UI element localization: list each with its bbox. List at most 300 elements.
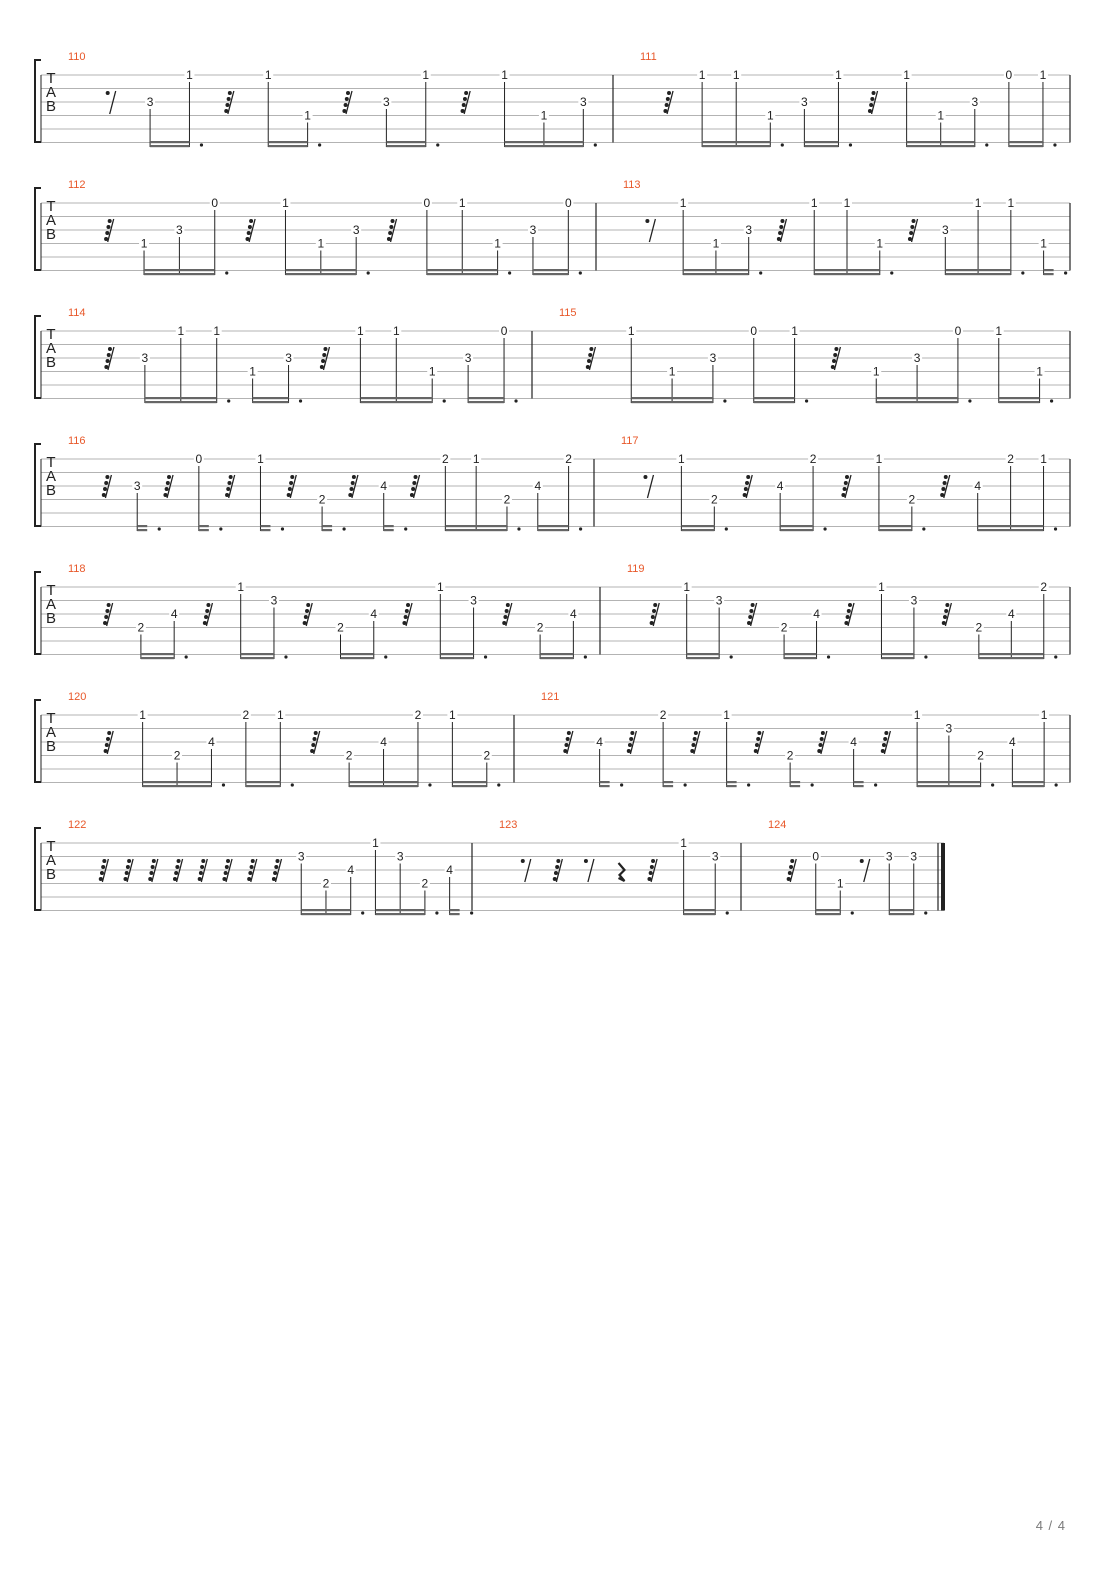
dot (318, 143, 321, 146)
fret-number: 1 (282, 196, 289, 210)
tab-clef-letter: T (46, 710, 56, 727)
dot (517, 527, 520, 530)
note-beam (384, 529, 394, 531)
note-beam (790, 781, 800, 783)
fret-number: 3 (715, 593, 723, 608)
fret-number: 1 (372, 836, 379, 850)
note-beam (876, 401, 958, 403)
note-beam (143, 781, 212, 783)
dot (579, 527, 582, 530)
sixteenth-rest (387, 219, 397, 242)
fret-number: 4 (347, 863, 355, 877)
fret-number: 3 (464, 351, 472, 365)
note-beam (322, 525, 332, 527)
sixteenth-rest (754, 731, 764, 754)
dot (805, 399, 808, 402)
sixteenth-rest (124, 859, 134, 882)
note-beam (375, 913, 424, 915)
dot (361, 911, 364, 914)
dot (991, 783, 994, 786)
fret-number: 3 (945, 721, 953, 736)
measure-number: 112 (68, 179, 86, 191)
note-beam (246, 785, 280, 787)
fret-number: 3 (910, 849, 918, 864)
note-beam (468, 401, 504, 403)
fret-number: 4 (446, 863, 453, 877)
fret-number: 1 (237, 580, 245, 594)
note-beam (999, 397, 1040, 399)
note-beam (889, 909, 914, 911)
dot (219, 527, 222, 530)
dot (747, 783, 750, 786)
note-beam (253, 397, 289, 399)
fret-number: 2 (659, 708, 667, 722)
fret-number: 1 (428, 364, 436, 379)
tab-clef-letter: T (46, 70, 56, 87)
note-beam (145, 401, 217, 403)
sixteenth-rest (342, 91, 352, 114)
eighth-rest (106, 91, 116, 114)
note-beam (979, 657, 1044, 659)
note-beam (150, 145, 189, 147)
system-bracket (35, 316, 41, 398)
note-beam (780, 525, 813, 527)
note-beam (945, 269, 1011, 271)
fret-number: 1 (678, 452, 685, 466)
dot (620, 783, 623, 786)
note-beam (1012, 781, 1044, 783)
note-beam (854, 785, 864, 787)
fret-number: 1 (836, 876, 844, 891)
fret-number: 4 (534, 479, 542, 493)
note-beam (285, 273, 356, 275)
fret-number: 1 (264, 68, 272, 82)
measure-number: 120 (68, 691, 87, 703)
fret-number: 1 (1040, 236, 1047, 251)
fret-number: 3 (709, 351, 717, 365)
sixteenth-rest (787, 859, 797, 882)
fret-number: 3 (470, 593, 477, 608)
dot (158, 527, 161, 530)
sixteenth-rest (198, 859, 208, 882)
note-beam (253, 401, 289, 403)
fret-number: 1 (627, 324, 635, 338)
fret-number: 1 (249, 364, 256, 379)
fret-number: 1 (357, 324, 364, 338)
sixteenth-rest (272, 859, 282, 882)
sixteenth-rest (103, 603, 113, 626)
note-beam (533, 273, 568, 275)
measure-number: 124 (768, 819, 787, 831)
final-barline-thick (941, 843, 945, 911)
note-beam (452, 781, 486, 783)
note-beam (450, 909, 460, 911)
note-beam (241, 653, 274, 655)
fret-number: 1 (875, 452, 883, 466)
page-number: 4 / 4 (1035, 1518, 1066, 1533)
note-beam (600, 785, 610, 787)
eighth-rest (584, 859, 594, 882)
tab-clef-letter: B (45, 866, 57, 883)
note-beam (285, 269, 356, 271)
fret-number: 4 (850, 735, 857, 749)
note-beam (684, 913, 716, 915)
sixteenth-rest (303, 603, 313, 626)
note-beam (1009, 141, 1043, 143)
fret-number: 1 (139, 708, 146, 722)
tab-clef-letter: B (45, 354, 57, 371)
note-beam (702, 145, 770, 147)
fret-number: 1 (392, 324, 400, 338)
measure-number: 121 (541, 691, 560, 703)
sixteenth-rest (148, 859, 158, 882)
dot (367, 271, 370, 274)
fret-number: 1 (501, 68, 508, 82)
dot (200, 143, 203, 146)
fret-number: 2 (908, 492, 916, 507)
note-beam (360, 401, 432, 403)
sixteenth-rest (831, 347, 841, 370)
dot (579, 271, 582, 274)
note-beam (683, 273, 749, 275)
dot (1054, 655, 1057, 658)
note-beam (790, 785, 800, 787)
note-beam (889, 913, 914, 915)
system-bracket (35, 828, 41, 910)
dot (890, 271, 893, 274)
note-beam (881, 657, 913, 659)
fret-number: 1 (213, 324, 221, 338)
dot (470, 911, 473, 914)
fret-number: 1 (1040, 708, 1048, 722)
note-beam (137, 525, 147, 527)
fret-number: 0 (954, 324, 962, 338)
eighth-rest (860, 859, 870, 882)
note-beam (301, 913, 350, 915)
dot (849, 143, 852, 146)
note-beam (999, 401, 1040, 403)
fret-number: 2 (565, 452, 572, 466)
sixteenth-rest (320, 347, 330, 370)
measure-number: 122 (68, 819, 87, 831)
note-beam (145, 397, 217, 399)
sixteenth-rest (502, 603, 512, 626)
fret-number: 1 (679, 196, 687, 210)
fret-number: 1 (458, 196, 466, 210)
fret-number: 2 (536, 620, 544, 635)
sixteenth-rest (225, 475, 235, 498)
tab-clef-letter: T (46, 326, 56, 343)
sixteenth-rest (310, 731, 320, 754)
fret-number: 1 (540, 108, 548, 123)
fret-number: 3 (529, 223, 537, 237)
fret-number: 2 (345, 748, 353, 763)
note-beam (360, 397, 432, 399)
eighth-rest (645, 219, 655, 242)
fret-number: 1 (732, 68, 740, 82)
dot (1053, 143, 1056, 146)
note-beam (663, 781, 673, 783)
note-beam (440, 657, 473, 659)
note-beam (754, 401, 795, 403)
sixteenth-rest (743, 475, 753, 498)
fret-number: 3 (579, 95, 587, 109)
note-beam (349, 785, 418, 787)
dot (584, 655, 587, 658)
fret-number: 1 (876, 236, 884, 251)
dot (781, 143, 784, 146)
fret-number: 1 (913, 708, 921, 722)
fret-number: 1 (1036, 364, 1043, 379)
tab-clef-letter: B (45, 482, 57, 499)
dot (874, 783, 877, 786)
dot (225, 271, 228, 274)
fret-number: 1 (698, 68, 706, 82)
system-bracket (35, 444, 41, 526)
dot (514, 399, 517, 402)
fret-number: 4 (170, 607, 178, 621)
note-beam (440, 653, 473, 655)
tab-clef-letter: A (45, 596, 57, 613)
fret-number: 0 (1005, 68, 1013, 82)
dot (1050, 399, 1053, 402)
note-beam (681, 529, 714, 531)
note-beam (681, 525, 714, 527)
note-beam (427, 273, 498, 275)
tab-clef-letter: T (46, 582, 56, 599)
sixteenth-rest (942, 603, 952, 626)
fret-number: 2 (975, 620, 983, 635)
note-beam (907, 141, 975, 143)
dot (508, 271, 511, 274)
sixteenth-rest (224, 91, 234, 114)
fret-number: 3 (383, 95, 390, 109)
fret-number: 1 (766, 108, 774, 123)
fret-number: 1 (449, 708, 456, 722)
sixteenth-rest (104, 731, 114, 754)
note-beam (301, 909, 350, 911)
note-beam (260, 529, 270, 531)
fret-number: 3 (801, 95, 808, 109)
fret-number: 4 (813, 607, 820, 621)
dot (227, 399, 230, 402)
note-beam (533, 269, 568, 271)
note-beam (427, 269, 498, 271)
dot (497, 783, 500, 786)
note-beam (386, 145, 425, 147)
sixteenth-rest (868, 91, 878, 114)
note-beam (784, 653, 816, 655)
eighth-rest (643, 475, 653, 498)
note-beam (600, 781, 610, 783)
eighth-rest (521, 859, 531, 882)
note-beam (684, 909, 716, 911)
fret-number: 1 (177, 324, 185, 338)
dot (924, 655, 927, 658)
fret-number: 1 (257, 452, 264, 466)
fret-number: 2 (1007, 452, 1014, 466)
fret-number: 1 (472, 452, 480, 466)
note-beam (687, 653, 719, 655)
note-beam (199, 525, 209, 527)
sixteenth-rest (940, 475, 950, 498)
note-beam (907, 145, 975, 147)
tab-clef-letter: A (45, 212, 57, 229)
fret-number: 2 (786, 748, 794, 763)
fret-number: 2 (322, 876, 330, 891)
note-beam (879, 529, 912, 531)
sixteenth-rest (163, 475, 173, 498)
note-beam (804, 141, 838, 143)
note-beam (268, 145, 307, 147)
fret-number: 3 (176, 223, 183, 237)
dot (384, 655, 387, 658)
fret-number: 2 (1040, 580, 1048, 594)
dot (730, 655, 733, 658)
fret-number: 2 (483, 748, 491, 763)
fret-number: 1 (317, 236, 325, 251)
note-beam (452, 785, 486, 787)
measure-number: 110 (68, 51, 86, 63)
fret-number: 2 (318, 492, 326, 507)
tab-clef-letter: A (45, 84, 57, 101)
note-beam (727, 785, 737, 787)
fret-number: 2 (337, 620, 344, 635)
sixteenth-rest (203, 603, 213, 626)
fret-number: 1 (937, 108, 945, 123)
system-bracket (35, 572, 41, 654)
fret-number: 4 (208, 735, 215, 749)
fret-number: 2 (414, 708, 422, 722)
note-beam (268, 141, 307, 143)
sixteenth-rest (663, 91, 673, 114)
sixteenth-rest (461, 91, 471, 114)
fret-number: 4 (596, 735, 603, 749)
note-beam (141, 657, 174, 659)
fret-number: 2 (503, 492, 511, 507)
fret-number: 3 (745, 223, 753, 237)
dot (404, 527, 407, 530)
note-beam (468, 397, 504, 399)
fret-number: 1 (995, 324, 1003, 338)
sixteenth-rest (690, 731, 700, 754)
dot (1021, 271, 1024, 274)
fret-number: 1 (712, 236, 720, 251)
fret-number: 0 (564, 196, 572, 210)
fret-number: 1 (810, 196, 818, 210)
fret-number: 3 (270, 593, 278, 608)
sixteenth-rest (287, 475, 297, 498)
note-beam (816, 913, 841, 915)
note-beam (199, 529, 209, 531)
note-beam (143, 785, 212, 787)
fret-number: 3 (297, 849, 305, 864)
note-beam (754, 397, 795, 399)
sixteenth-rest (844, 603, 854, 626)
measure-number: 113 (623, 179, 641, 191)
note-beam (816, 909, 841, 911)
sixteenth-rest (841, 475, 851, 498)
fret-number: 4 (776, 479, 784, 493)
measure-number: 123 (499, 819, 518, 831)
fret-number: 4 (570, 607, 577, 621)
note-beam (540, 657, 573, 659)
tab-clef-letter: A (45, 468, 57, 485)
fret-number: 3 (971, 95, 979, 109)
fret-number: 2 (421, 876, 429, 891)
dot (1064, 271, 1067, 274)
fret-number: 3 (146, 95, 154, 109)
note-beam (445, 525, 507, 527)
fret-number: 0 (500, 324, 508, 338)
note-beam (375, 909, 424, 911)
fret-number: 1 (723, 708, 730, 722)
fret-number: 2 (809, 452, 817, 466)
tab-clef-letter: T (46, 454, 56, 471)
tab-clef-letter: B (45, 98, 57, 115)
fret-number: 4 (1007, 607, 1015, 621)
fret-number: 3 (141, 351, 149, 365)
note-beam (246, 781, 280, 783)
note-beam (917, 785, 981, 787)
measure-number: 117 (621, 435, 639, 447)
dot (284, 655, 287, 658)
dot (1054, 527, 1057, 530)
note-beam (702, 141, 770, 143)
dot (922, 527, 925, 530)
sixteenth-rest (104, 347, 114, 370)
fret-number: 1 (494, 236, 501, 251)
sixteenth-rest (586, 347, 596, 370)
fret-number: 3 (913, 351, 921, 365)
note-beam (978, 525, 1044, 527)
note-beam (814, 269, 880, 271)
dot (185, 655, 188, 658)
fret-number: 3 (885, 849, 893, 864)
note-beam (804, 145, 838, 147)
dot (811, 783, 814, 786)
sixteenth-rest (650, 603, 660, 626)
note-beam (881, 653, 913, 655)
tab-clef-letter: T (46, 838, 56, 855)
note-beam (386, 141, 425, 143)
fret-number: 2 (137, 620, 145, 635)
tab-clef-letter: B (45, 226, 57, 243)
fret-number: 1 (1039, 68, 1047, 82)
dot (827, 655, 830, 658)
dot (759, 271, 762, 274)
sixteenth-rest (222, 859, 232, 882)
sixteenth-rest (402, 603, 412, 626)
fret-number: 1 (683, 580, 691, 594)
sixteenth-rest (104, 219, 114, 242)
fret-number: 3 (941, 223, 949, 237)
fret-number: 1 (843, 196, 851, 210)
measure-number: 115 (559, 307, 577, 319)
note-beam (141, 653, 174, 655)
note-beam (450, 913, 460, 915)
note-beam (1044, 269, 1054, 271)
note-beam (144, 269, 215, 271)
dot (291, 783, 294, 786)
fret-number: 2 (442, 452, 449, 466)
note-beam (384, 525, 394, 527)
dot (725, 527, 728, 530)
sixteenth-rest (563, 731, 573, 754)
dot (428, 783, 431, 786)
fret-number: 3 (352, 223, 360, 237)
fret-number: 1 (140, 236, 148, 251)
